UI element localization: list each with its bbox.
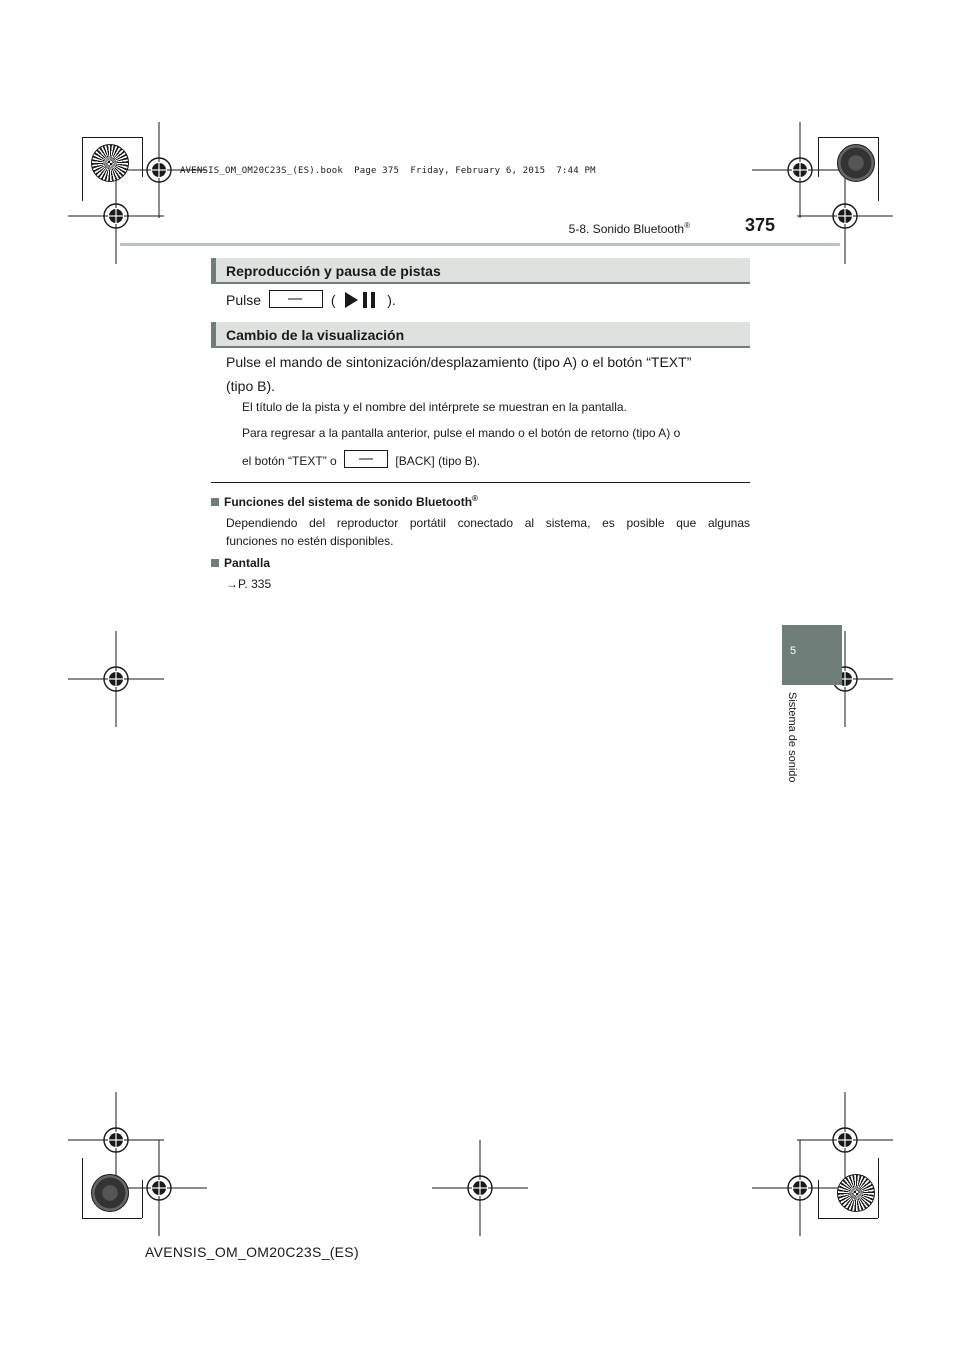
info-item2-title [211,554,750,572]
paren-close: ). [387,292,396,308]
info-item1-text-line2: funciones no estén disponibles. [226,534,394,548]
square-bullet-icon [211,498,219,506]
registered-mark: ® [684,221,690,230]
note-line1: El título de la pista y el nombre del intérprete se muestran en la pantalla. [242,400,627,414]
info-item1-title [211,490,750,511]
display-notes [242,398,750,470]
crop-mark [878,137,879,201]
registration-mark [432,1140,528,1236]
back-button-icon [344,450,388,468]
section-heading-text: Reproducción y pausa de pistas [226,263,441,279]
crop-mark [82,1218,142,1219]
page-number: 375 [744,215,775,235]
section-heading-display [211,322,750,348]
play-pause-icon [341,291,381,309]
preset-button-icon [269,290,323,308]
info-item1-text-line1: Dependiendo del reproductor portátil conectado al sistema, es posible que algunas [226,516,750,530]
playback-instruction [226,288,396,312]
document-code: AVENSIS_OM_OM20C23S_(ES) [145,1244,359,1260]
section-heading-text: Cambio de la visualización [226,327,405,343]
chapter-tab [782,625,842,685]
display-instruction-line2: (tipo B). [226,378,276,394]
color-bar-mark [837,144,875,182]
instruction-text: Pulse [226,292,262,308]
crop-mark [142,1180,143,1218]
color-bar-mark [91,1174,129,1212]
crop-mark [878,1158,879,1218]
note-line3 [242,450,750,470]
registration-mark [752,1140,848,1236]
square-bullet-icon [211,559,219,567]
note-line2: Para regresar a la pantalla anterior, pulse el mando o el botón de retorno (tipo A) o [242,426,681,440]
crop-mark [818,137,878,138]
info-item2-title-text: Pantalla [224,556,271,570]
crop-mark [818,1180,819,1218]
section-heading-playback [211,258,750,284]
print-info: AVENSIS_OM_OM20C23S_(ES).book Page 375 Friday, February 6, 2015 7:44 PM [180,166,596,176]
crop-mark [82,137,83,201]
section-divider [211,482,750,483]
crop-mark [142,137,143,177]
chapter-number: 5 [790,645,797,657]
chapter-label [786,692,804,802]
page-reference-link[interactable]: →P. 335 [226,577,272,591]
chapter-label-text: Sistema de sonido [786,692,798,783]
crop-mark [818,1218,878,1219]
display-instruction [226,350,750,398]
crop-mark [82,137,142,138]
info-item1-title-text: Funciones del sistema de sonido Bluetooth [224,495,473,509]
info-block [211,490,750,593]
registration-mark [68,631,164,727]
section-title-text: 5-8. Sonido Bluetooth [568,222,685,236]
registered-mark: ® [472,494,478,503]
crop-mark [82,1158,83,1218]
info-item1-text [211,514,750,550]
display-instruction-line1: Pulse el mando de sintonización/desplazamiento (tipo A) o el botón “TEXT” [226,354,692,370]
header-rule [120,243,840,246]
paren-open: ( [330,292,336,308]
section-title [569,221,690,236]
color-bar-mark [837,1174,875,1212]
note-line3-end: [BACK] (tipo B). [395,454,481,468]
color-bar-mark [91,144,129,182]
note-line3-start: el botón “TEXT” o [242,454,337,468]
crop-mark [818,137,819,177]
